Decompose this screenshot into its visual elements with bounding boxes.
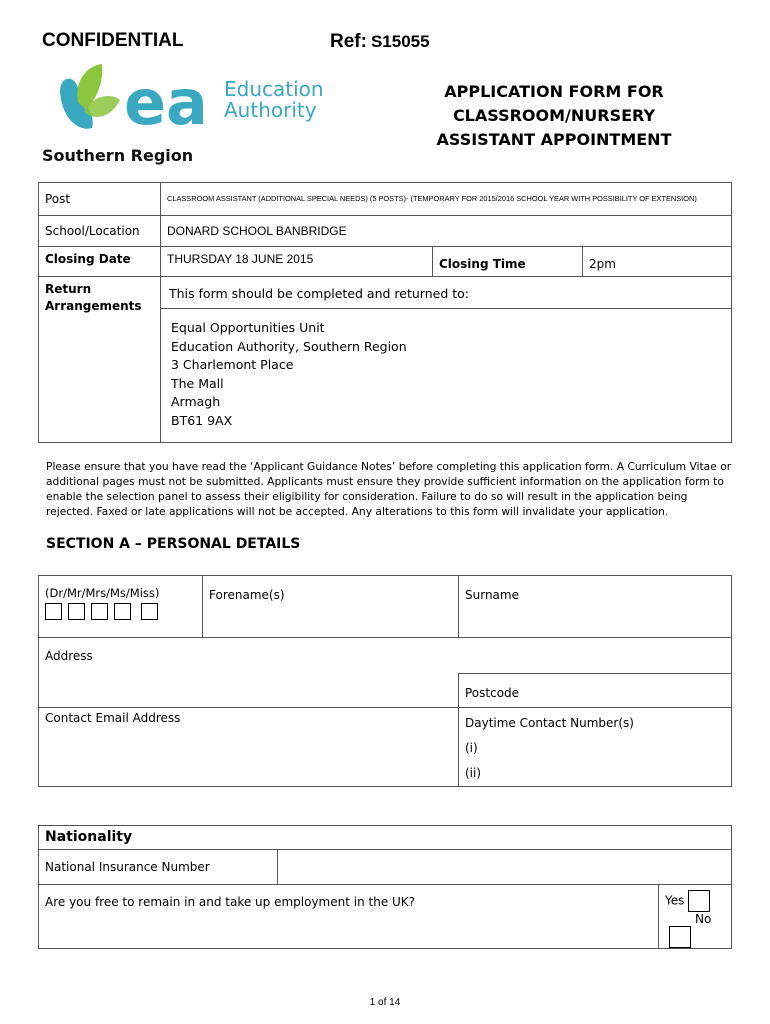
phone-1-label: (i): [465, 741, 478, 755]
ref-number: S15055: [370, 32, 430, 51]
personal-details-table: [38, 575, 732, 787]
no-label: No: [695, 912, 712, 926]
address-line-2: Education Authority, Southern Region: [171, 338, 407, 354]
address-line-6: BT61 9AX: [171, 412, 233, 428]
reference: [330, 31, 430, 53]
ref-label: Ref:: [330, 31, 367, 52]
school-label: School/Location: [39, 216, 161, 247]
address-field-continued[interactable]: [39, 674, 459, 708]
return-label: [39, 277, 161, 443]
address-field[interactable]: Address: [39, 638, 732, 674]
post-label: Post: [39, 183, 161, 216]
confidential-label: CONFIDENTIAL: [42, 30, 184, 51]
uk-employment-question: Are you free to remain in and take up employment in the UK?: [39, 885, 659, 949]
daytime-phone-field[interactable]: [459, 708, 732, 787]
forename-field[interactable]: Forename(s): [203, 576, 459, 638]
logo-line-1: Education: [224, 77, 324, 101]
uk-employment-answer: [659, 885, 732, 949]
address-line-1: Equal Opportunities Unit: [171, 320, 325, 335]
closing-date-value[interactable]: THURSDAY 18 JUNE 2015: [161, 247, 433, 277]
yes-label: Yes: [665, 893, 685, 908]
title-dr-checkbox[interactable]: [45, 603, 62, 620]
form-title-line-1: APPLICATION FORM FOR: [444, 82, 664, 101]
return-label-line-2: Arrangements: [45, 299, 142, 313]
ea-logo: [56, 62, 336, 138]
daytime-label: Daytime Contact Number(s): [465, 716, 634, 730]
return-label-line-1: Return: [45, 282, 92, 296]
post-details-table: [38, 182, 732, 443]
guidance-notice: Please ensure that you have read the ‘Applicant Guidance Notes’ before completing this application form. A Curriculum Vitae or additional pages must not be submitted. Applicants must ensure they provide sufficient information on the application form to enable the selection panel to assess their eligibility for consideration. Failure to do so will result in the application being rejected. Faxed or late applications will not be accepted. Any alterations to this form will invalidate your application.: [46, 460, 732, 518]
post-value[interactable]: CLASSROOM ASSISTANT (ADDITIONAL SPECIAL NEEDS) (5 POSTS)- (TEMPORARY FOR 2015/2016 SCHOOL YEAR WITH POSSIBILITY OF EXTENSION): [161, 183, 732, 216]
title-miss-checkbox[interactable]: [141, 603, 158, 620]
ni-number-label: National Insurance Number: [39, 850, 278, 885]
school-value[interactable]: DONARD SCHOOL BANBRIDGE: [161, 216, 732, 247]
logo-text: [224, 79, 324, 121]
form-title-line-2: CLASSROOM/NURSERY: [452, 106, 656, 125]
surname-field[interactable]: Surname: [459, 576, 732, 638]
nationality-table: [38, 825, 732, 949]
closing-time-value[interactable]: 2pm: [583, 247, 732, 277]
title-ms-checkbox[interactable]: [114, 603, 131, 620]
ni-number-input[interactable]: [277, 850, 731, 885]
return-address: [161, 309, 731, 431]
nationality-title: Nationality: [39, 826, 732, 850]
logo-line-2: Authority: [224, 98, 317, 122]
phone-2-label: (ii): [465, 766, 482, 780]
email-field[interactable]: Contact Email Address: [39, 708, 459, 787]
return-details: [161, 277, 732, 443]
form-title-line-3: ASSISTANT APPOINTMENT: [436, 130, 672, 149]
return-intro: This form should be completed and returned to:: [161, 277, 731, 309]
page-number: 1 of 14: [369, 997, 401, 1008]
logo-letters: ea: [124, 66, 208, 138]
region-name: Southern Region: [42, 146, 194, 165]
address-line-4: The Mall: [171, 375, 224, 391]
closing-time-label: Closing Time: [433, 247, 583, 277]
yes-checkbox[interactable]: [688, 890, 710, 912]
closing-date-label: Closing Date: [39, 247, 161, 277]
section-a-title: SECTION A – PERSONAL DETAILS: [46, 536, 301, 552]
address-line-5: Armagh: [171, 394, 221, 410]
address-line-3: 3 Charlemont Place: [171, 357, 294, 373]
title-mr-checkbox[interactable]: [68, 603, 85, 620]
no-checkbox[interactable]: [669, 926, 691, 948]
title-cell: [39, 576, 203, 638]
title-mrs-checkbox[interactable]: [91, 603, 108, 620]
form-title: [430, 80, 678, 152]
title-options: [45, 603, 196, 620]
title-label: (Dr/Mr/Mrs/Ms/Miss): [45, 586, 160, 600]
postcode-field[interactable]: Postcode: [459, 674, 732, 708]
